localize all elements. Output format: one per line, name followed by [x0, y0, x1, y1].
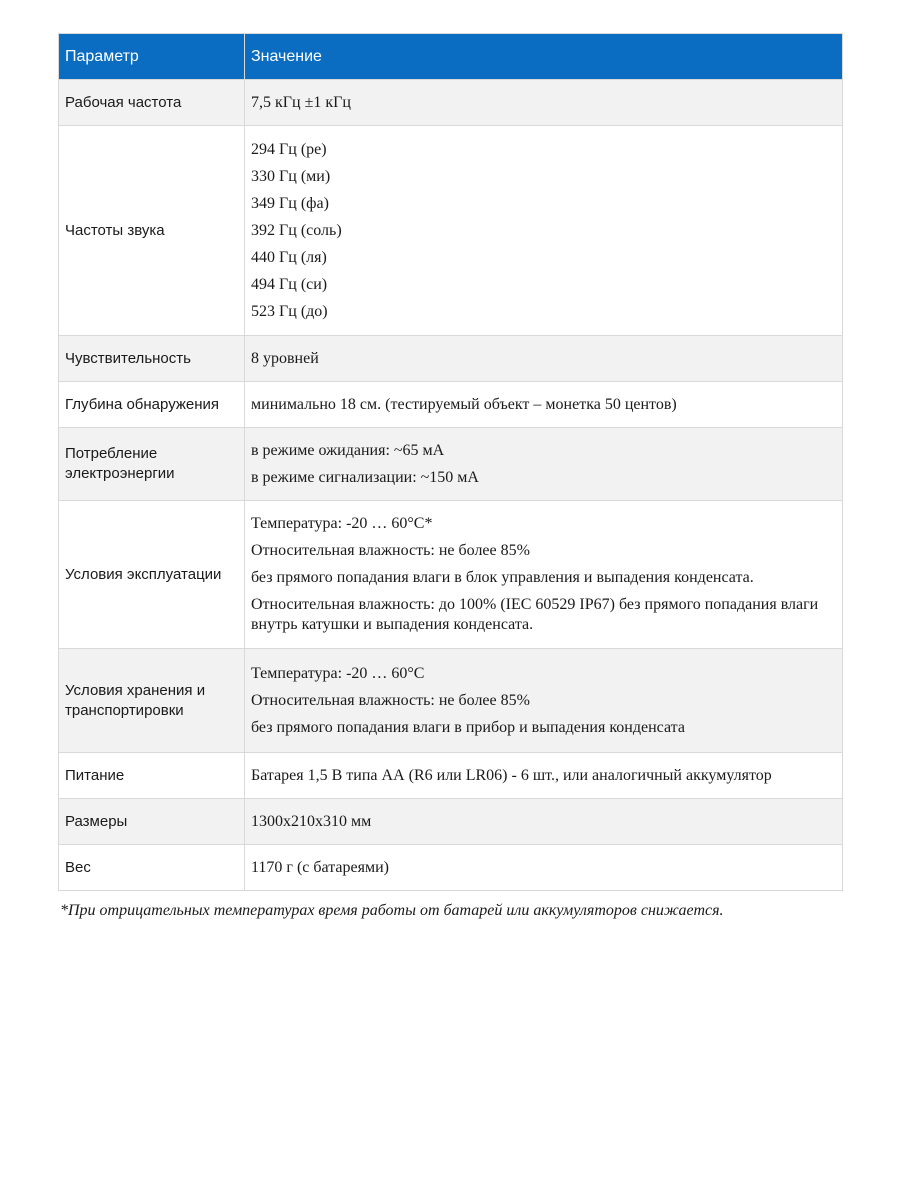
- value-line: 494 Гц (си): [251, 275, 328, 293]
- table-row: [59, 126, 843, 336]
- value-cell: [245, 753, 843, 799]
- table-row: [59, 428, 843, 501]
- value-line: Относительная влажность: до 100% (IEC 60529 IP67) без прямого попадания влаги внутрь катушки и выпадения конденсата.: [251, 596, 819, 633]
- value-line: Температура: -20 … 60°С*: [251, 515, 433, 532]
- table-row: [59, 501, 843, 649]
- value-cell: [245, 126, 843, 336]
- value-line: без прямого попадания влаги в блок управления и выпадения конденсата.: [251, 569, 754, 586]
- table-row: [59, 336, 843, 382]
- value-cell: [245, 845, 843, 891]
- footnote: *При отрицательных температурах время работы от батарей или аккумуляторов снижается.: [60, 902, 724, 919]
- value-cell: [245, 428, 843, 501]
- value-cell: [245, 501, 843, 649]
- param-cell: Потребление электроэнергии: [59, 428, 245, 501]
- value-line: без прямого попадания влаги в прибор и выпадения конденсата: [251, 718, 685, 736]
- param-cell: Вес: [59, 845, 245, 891]
- value-line: 1300х210х310 мм: [251, 812, 372, 830]
- table-row: [59, 80, 843, 126]
- value-line: Относительная влажность: не более 85%: [251, 542, 530, 559]
- value-line: 523 Гц (до): [251, 302, 328, 320]
- spec-table: [58, 33, 843, 891]
- param-cell: Условия эксплуатации: [59, 501, 245, 649]
- value-line: 349 Гц (фа): [251, 194, 329, 212]
- value-line: 392 Гц (соль): [251, 221, 342, 239]
- value-line: Относительная влажность: не более 85%: [251, 691, 530, 709]
- value-line: 440 Гц (ля): [251, 248, 327, 266]
- table-row: [59, 845, 843, 891]
- table-header-row: [59, 34, 843, 80]
- header-param: Параметр: [59, 34, 245, 80]
- value-cell: [245, 80, 843, 126]
- value-line: 8 уровней: [251, 349, 319, 367]
- table-row: [59, 799, 843, 845]
- value-line: 330 Гц (ми): [251, 167, 331, 185]
- value-line: Температура: -20 … 60°С: [251, 664, 425, 682]
- value-line: минимально 18 см. (тестируемый объект – монетка 50 центов): [251, 395, 677, 413]
- value-cell: [245, 799, 843, 845]
- table-row: [59, 649, 843, 753]
- table-row: [59, 753, 843, 799]
- value-line: в режиме сигнализации: ~150 мА: [251, 468, 479, 486]
- param-cell: Условия хранения и транспортировки: [59, 649, 245, 753]
- header-value: Значение: [245, 34, 843, 80]
- value-cell: [245, 336, 843, 382]
- value-line: 1170 г (с батареями): [251, 858, 389, 876]
- value-line: 294 Гц (ре): [251, 140, 327, 158]
- param-cell: Глубина обнаружения: [59, 382, 245, 428]
- value-line: в режиме ожидания: ~65 мА: [251, 441, 445, 459]
- param-cell: Чувствительность: [59, 336, 245, 382]
- value-line: 7,5 кГц ±1 кГц: [251, 93, 351, 111]
- param-cell: Рабочая частота: [59, 80, 245, 126]
- value-line: Батарея 1,5 В типа АА (R6 или LR06) - 6 шт., или аналогичный аккумулятор: [251, 766, 772, 784]
- table-row: [59, 382, 843, 428]
- param-cell: Частоты звука: [59, 126, 245, 336]
- value-cell: [245, 649, 843, 753]
- value-cell: [245, 382, 843, 428]
- param-cell: Размеры: [59, 799, 245, 845]
- table-body: [59, 80, 843, 891]
- param-cell: Питание: [59, 753, 245, 799]
